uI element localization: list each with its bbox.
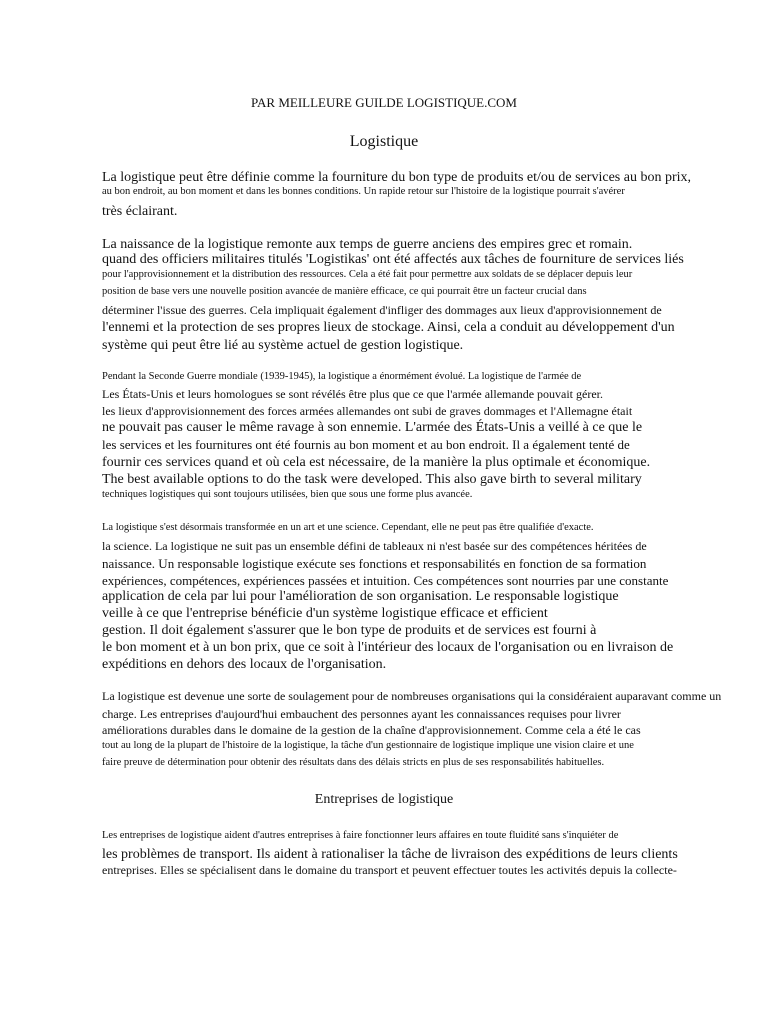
page-title: Logistique bbox=[349, 133, 419, 150]
text-line: expéditions en dehors des locaux de l'organisation. bbox=[102, 657, 387, 672]
text-line: application de cela par lui pour l'amélioration de son organisation. Le responsable logistique bbox=[102, 589, 619, 604]
text-line: très éclairant. bbox=[102, 204, 178, 219]
text-line: la science. La logistique ne suit pas un ensemble défini de tableaux ni n'est basée sur des compétences héritées de bbox=[102, 539, 647, 553]
text-line: le bon moment et à un bon prix, que ce soit à l'intérieur des locaux de l'organisation ou en livraison de bbox=[102, 640, 674, 655]
text-line: pour l'approvisionnement et la distribution des ressources. Cela a été fait pour permettre aux soldats de se déplacer depuis leur bbox=[102, 269, 633, 280]
text-line: La logistique peut être définie comme la fourniture du bon type de produits et/ou de services au bon prix, bbox=[102, 170, 691, 185]
text-line: charge. Les entreprises d'aujourd'hui embauchent des personnes ayant les connaissances requises pour livrer bbox=[102, 707, 621, 721]
text-line: veille à ce que l'entreprise bénéficie d'un système logistique efficace et efficient bbox=[102, 606, 548, 621]
text-line: Pendant la Seconde Guerre mondiale (1939-1945), la logistique a énormément évolué. La logistique de l'armée de bbox=[102, 371, 582, 382]
text-line: gestion. Il doit également s'assurer que le bon type de produits et de services est fourni à bbox=[102, 623, 597, 638]
text-line: l'ennemi et la protection de ses propres lieux de stockage. Ainsi, cela a conduit au développement d'un bbox=[102, 320, 675, 335]
text-line: La logistique s'est désormais transformée en un art et une science. Cependant, elle ne peut pas être qualifiée d'exacte. bbox=[102, 522, 594, 533]
text-line: les problèmes de transport. Ils aident à rationaliser la tâche de livraison des expéditions de leurs clients bbox=[102, 847, 678, 862]
text-line: The best available options to do the task were developed. This also gave birth to several military bbox=[102, 472, 642, 487]
text-line: les services et les fournitures ont été fournis au bon moment et au bon endroit. Il a également tenté de bbox=[102, 437, 630, 452]
text-line: Les États-Unis et leurs homologues se sont révélés être plus que ce que l'armée allemande pouvait gérer. bbox=[102, 387, 603, 401]
text-line: La logistique est devenue une sorte de soulagement pour de nombreuses organisations qui la considéraient auparavant comme un bbox=[102, 689, 722, 703]
text-line: expériences, compétences, expériences passées et intuition. Ces compétences sont nourries par une constante bbox=[102, 573, 669, 588]
page-header: PAR MEILLEURE GUILDE LOGISTIQUE.COM bbox=[250, 95, 517, 110]
text-line: Les entreprises de logistique aident d'autres entreprises à faire fonctionner leurs affaires en toute fluidité sans s'inquiéter de bbox=[102, 830, 619, 841]
text-line: entreprises. Elles se spécialisent dans le domaine du transport et peuvent effectuer toutes les activités depuis la collecte- bbox=[102, 863, 677, 877]
text-line: La naissance de la logistique remonte aux temps de guerre anciens des empires grec et romain. bbox=[102, 237, 633, 252]
text-line: techniques logistiques qui sont toujours utilisées, bien que sous une forme plus avancée. bbox=[102, 489, 473, 500]
text-line: au bon endroit, au bon moment et dans les bonnes conditions. Un rapide retour sur l'histoire de la logistique pourrait s'avérer bbox=[102, 186, 625, 197]
text-line: système qui peut être lié au système actuel de gestion logistique. bbox=[102, 338, 464, 353]
text-line: les lieux d'approvisionnement des forces armées allemandes ont subi de graves dommages et l'Allemagne était bbox=[102, 404, 633, 418]
text-line: position de base vers une nouvelle position avancée de manière efficace, ce qui pourrait être un facteur crucial dans bbox=[102, 286, 587, 297]
text-line: naissance. Un responsable logistique exécute ses fonctions et responsabilités en fonction de sa formation bbox=[102, 556, 647, 571]
text-line: tout au long de la plupart de l'histoire de la logistique, la tâche d'un gestionnaire de logistique implique une vision claire et une bbox=[102, 740, 634, 751]
text-line: améliorations durables dans le domaine de la gestion de la chaîne d'approvisionnement. Comme cela a été le cas bbox=[102, 723, 641, 737]
text-line: fournir ces services quand et où cela est nécessaire, de la manière la plus optimale et économique. bbox=[102, 455, 651, 470]
section-heading: Entreprises de logistique bbox=[314, 792, 454, 807]
text-line: déterminer l'issue des guerres. Cela impliquait également d'infliger des dommages aux lieux d'approvisionnement de bbox=[102, 303, 662, 317]
text-line: faire preuve de détermination pour obtenir des résultats dans des délais stricts en plus de ses responsabilités habituelles. bbox=[102, 757, 605, 768]
text-line: ne pouvait pas causer le même ravage à son ennemie. L'armée des États-Unis a veillé à ce que le bbox=[102, 420, 643, 435]
text-line: quand des officiers militaires titulés 'Logistikas' ont été affectés aux tâches de fourniture de services liés bbox=[102, 252, 684, 267]
